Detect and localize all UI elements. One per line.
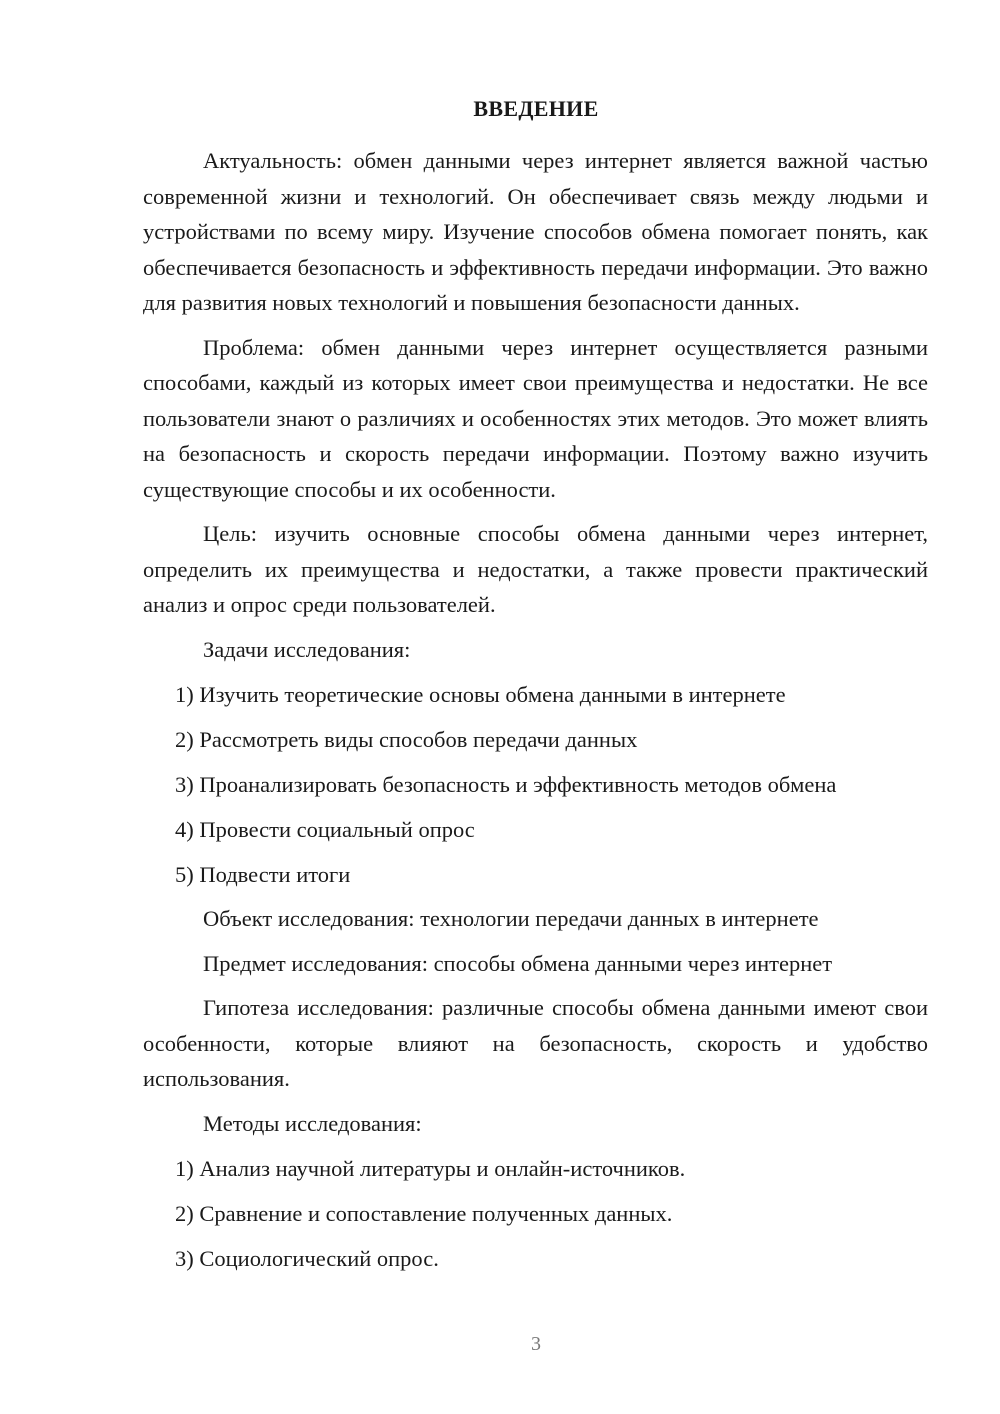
task-item: 4) Провести социальный опрос <box>175 816 475 842</box>
method-item: 3) Социологический опрос. <box>175 1245 439 1271</box>
document-body <box>143 143 928 1276</box>
tasks-label: Задачи исследования: <box>203 636 411 662</box>
task-item: 2) Рассмотреть виды способов передачи данных <box>175 726 638 752</box>
page-number: 3 <box>531 1333 541 1355</box>
relevance-paragraph: Актуальность: обмен данными через интернет является важной частью современной жизни и технологий. Он обеспечивает связь между людьми и устройствами по всему миру. Изучение способов обмена помогает понять, как обеспечивается безопасность и эффективность передачи информации. Это важно для развития новых технологий и повышения безопасности данных. <box>143 148 928 315</box>
task-item: 3) Проанализировать безопасность и эффективность методов обмена <box>175 771 837 797</box>
subject-line: Предмет исследования: способы обмена данными через интернет <box>203 950 833 976</box>
goal-paragraph: Цель: изучить основные способы обмена данными через интернет, определить их преимущества и недостатки, а также провести практический анализ и опрос среди пользователей. <box>143 521 928 617</box>
problem-paragraph: Проблема: обмен данными через интернет осуществляется разными способами, каждый из которых имеет свои преимущества и недостатки. Не все пользователи знают о различиях и особенностях этих методов. Это может влиять на безопасность и скорость передачи информации. Поэтому важно изучить существующие способы и их особенности. <box>143 334 928 502</box>
hypothesis-paragraph: Гипотеза исследования: различные способы обмена данными имеют свои особенности, которые влияют на безопасность, скорость и удобство использования. <box>143 995 928 1091</box>
methods-label: Методы исследования: <box>203 1110 422 1136</box>
method-item: 1) Анализ научной литературы и онлайн-источников. <box>175 1155 686 1181</box>
task-item: 1) Изучить теоретические основы обмена данными в интернете <box>175 681 786 707</box>
object-line: Объект исследования: технологии передачи данных в интернете <box>203 906 819 931</box>
task-item: 5) Подвести итоги <box>175 861 351 887</box>
page-title: ВВЕДЕНИЕ <box>473 96 599 121</box>
method-item: 2) Сравнение и сопоставление полученных данных. <box>175 1200 673 1226</box>
